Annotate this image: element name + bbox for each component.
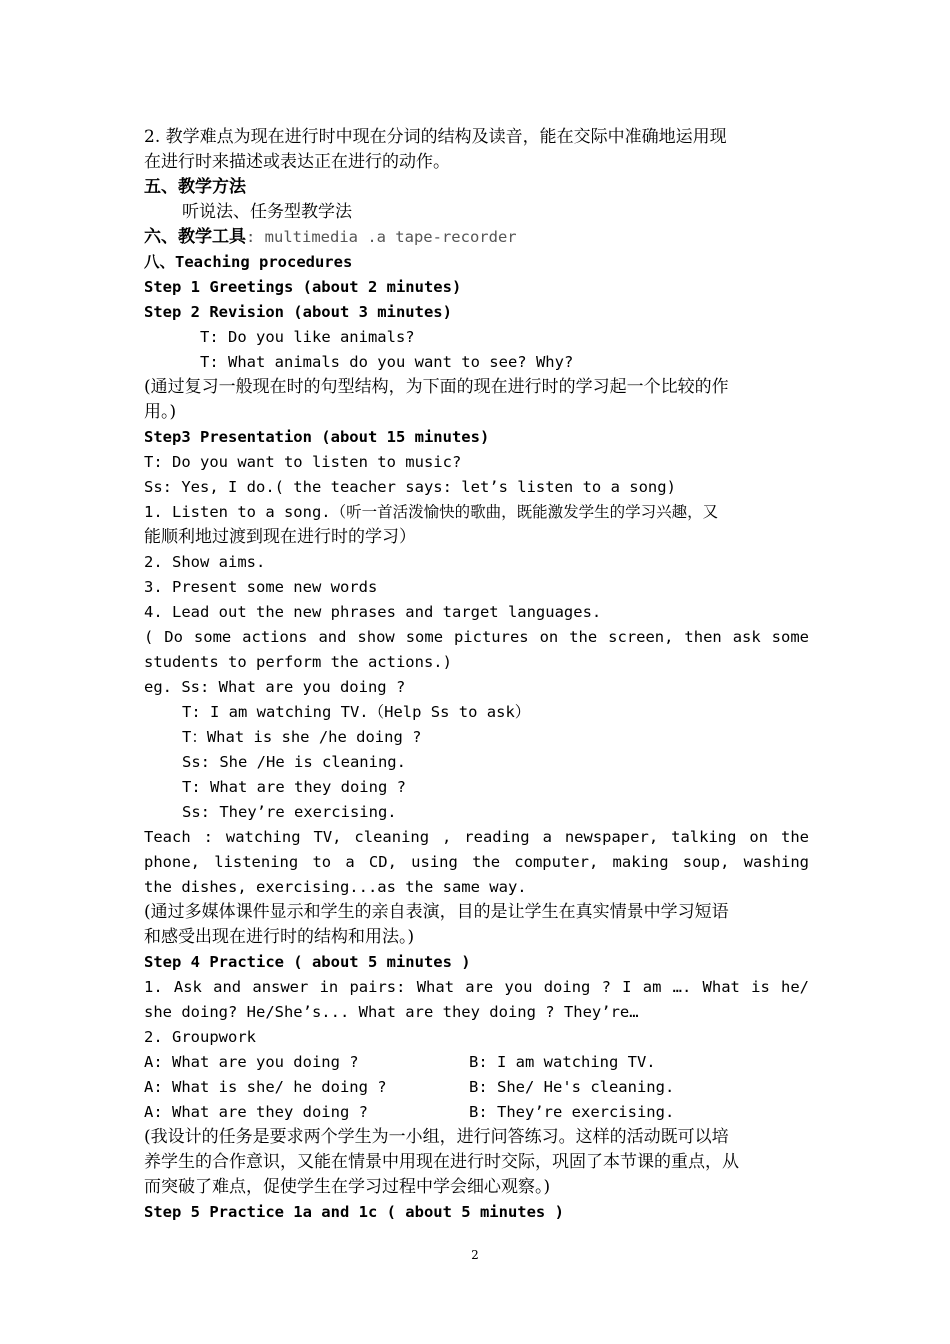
line-text: 五、教学方法 (144, 177, 246, 197)
line-text: (我设计的任务是要求两个学生为一小组，进行问答练习。这样的活动既可以培 (144, 1127, 729, 1147)
text-line-eg-4 (182, 750, 809, 775)
groupwork-question: A: What are you doing ? (144, 1053, 359, 1071)
text-line-s3-item1-1 (144, 500, 809, 525)
text-line-step1 (144, 275, 809, 300)
text-line-s4-note-2 (144, 1150, 809, 1175)
line-text: the dishes, exercising...as the same way. (144, 878, 527, 896)
line-text: T: Do you like animals? (200, 328, 415, 346)
line-text: 而突破了难点，促使学生在学习过程中学会细心观察。) (144, 1177, 551, 1197)
text-line-tools-heading (144, 225, 809, 250)
line-text: T：What is she /he doing ? (182, 728, 422, 746)
line-text: 和感受出现在进行时的结构和用法。) (144, 927, 415, 947)
text-line-s3-item3 (144, 575, 809, 600)
line-text: Step3 Presentation (about 15 minutes) (144, 428, 490, 446)
text-line-eg-3 (182, 725, 809, 750)
line-text: 用。) (144, 402, 177, 422)
text-line-methods-content (182, 200, 809, 225)
line-text: 听说法、任务型教学法 (182, 202, 352, 222)
line-text: T: I am watching TV.（Help Ss to ask） (182, 703, 531, 721)
text-line-s4-item1-1 (144, 975, 809, 1000)
text-line-s4-item1-2 (144, 1000, 809, 1025)
groupwork-answer: B: They’re exercising. (469, 1103, 675, 1121)
text-line-teach-1 (144, 825, 809, 850)
text-line-difficulty-2 (144, 150, 809, 175)
text-line-step5 (144, 1200, 809, 1225)
text-line-step4 (144, 950, 809, 975)
line-text: Ss: She /He is cleaning. (182, 753, 406, 771)
groupwork-answer: B: I am watching TV. (469, 1053, 656, 1071)
text-line-step3 (144, 425, 809, 450)
text-line-eg-2 (182, 700, 809, 725)
line-text: Teach : watching TV, cleaning , reading a newspaper, talking on the (144, 828, 809, 846)
line-text: 养学生的合作意识，又能在情景中用现在进行时交际，巩固了本节课的重点，从 (144, 1152, 739, 1172)
text-line-s3-note-1 (144, 900, 809, 925)
line-text: Ss: They’re exercising. (182, 803, 397, 821)
text-line-s3-t1 (144, 450, 809, 475)
text-line-s3-item2 (144, 550, 809, 575)
text-line-difficulty-1 (144, 125, 809, 150)
line-text: students to perform the actions.) (144, 653, 452, 671)
line-text: eg. Ss: What are you doing ? (144, 678, 406, 696)
text-line-s2-q1 (200, 325, 809, 350)
text-line-eg-1 (144, 675, 809, 700)
text-line-s3-note-2 (144, 925, 809, 950)
line-text: Step 1 Greetings (about 2 minutes) (144, 278, 462, 296)
text-line-s4-item2 (144, 1025, 809, 1050)
line-text: 1. Ask and answer in pairs: What are you doing ? I am …. What is he/ (144, 978, 809, 996)
text-line-s3-actions-1 (144, 625, 809, 650)
line-text: 八、Teaching procedures (144, 253, 353, 271)
text-line-s4-note-1 (144, 1125, 809, 1150)
line-text: 3. Present some new words (144, 578, 378, 596)
text-line-s2-q2 (200, 350, 809, 375)
line-text: Step 4 Practice ( about 5 minutes ) (144, 953, 471, 971)
text-line-s3-actions-2 (144, 650, 809, 675)
line-text: 在进行时来描述或表达正在进行的动作。 (144, 152, 450, 172)
groupwork-question: A: What is she/ he doing ? (144, 1078, 387, 1096)
text-line-methods-heading (144, 175, 809, 200)
text-line-teach-3 (144, 875, 809, 900)
line-text: Ss: Yes, I do.( the teacher says: let’s listen to a song) (144, 478, 676, 496)
line-text: she doing? He/She’s... What are they doing ? They’re… (144, 1003, 639, 1021)
line-text: 2. 教学难点为现在进行时中现在分词的结构及读音，能在交际中准确地运用现 (144, 127, 727, 147)
line-text: (通过多媒体课件显示和学生的亲自表演，目的是让学生在真实情景中学习短语 (144, 902, 729, 922)
groupwork-answer: B: She/ He's cleaning. (469, 1078, 675, 1096)
line-text: 六、教学工具 (144, 227, 246, 247)
line-text: 能顺利地过渡到现在进行时的学习） (144, 527, 416, 547)
tools-list: : multimedia .a tape-recorder (246, 228, 517, 246)
text-line-eg-5 (182, 775, 809, 800)
page-number: 2 (471, 1248, 479, 1262)
line-text: T: What are they doing ? (182, 778, 406, 796)
groupwork-row (144, 1075, 809, 1100)
line-text: 2. Groupwork (144, 1028, 256, 1046)
line-text: (通过复习一般现在时的句型结构，为下面的现在进行时的学习起一个比较的作 (144, 377, 729, 397)
text-line-s2-note-2 (144, 400, 809, 425)
text-line-step2 (144, 300, 809, 325)
text-line-teach-2 (144, 850, 809, 875)
line-text: T: What animals do you want to see? Why? (200, 353, 574, 371)
text-line-s4-note-3 (144, 1175, 809, 1200)
line-text: T: Do you want to listen to music? (144, 453, 462, 471)
text-line-s2-note-1 (144, 375, 809, 400)
line-text: ( Do some actions and show some pictures on the screen, then ask some (144, 628, 809, 646)
line-text: Step 5 Practice 1a and 1c ( about 5 minutes ) (144, 1203, 564, 1221)
line-text: phone, listening to a CD, using the computer, making soup, washing (144, 853, 809, 871)
text-line-procedures-heading (144, 250, 809, 275)
line-text: 4. Lead out the new phrases and target languages. (144, 603, 602, 621)
text-line-s3-ss1 (144, 475, 809, 500)
text-line-s3-item4 (144, 600, 809, 625)
text-line-eg-6 (182, 800, 809, 825)
groupwork-question: A: What are they doing ? (144, 1103, 368, 1121)
text-line-s3-item1-2 (144, 525, 809, 550)
line-text: 1. Listen to a song.（听一首活泼愉快的歌曲，既能激发学生的学习兴趣，又 (144, 503, 719, 521)
line-text: 2. Show aims. (144, 553, 266, 571)
groupwork-row (144, 1100, 809, 1125)
groupwork-row (144, 1050, 809, 1075)
line-text: Step 2 Revision (about 3 minutes) (144, 303, 452, 321)
